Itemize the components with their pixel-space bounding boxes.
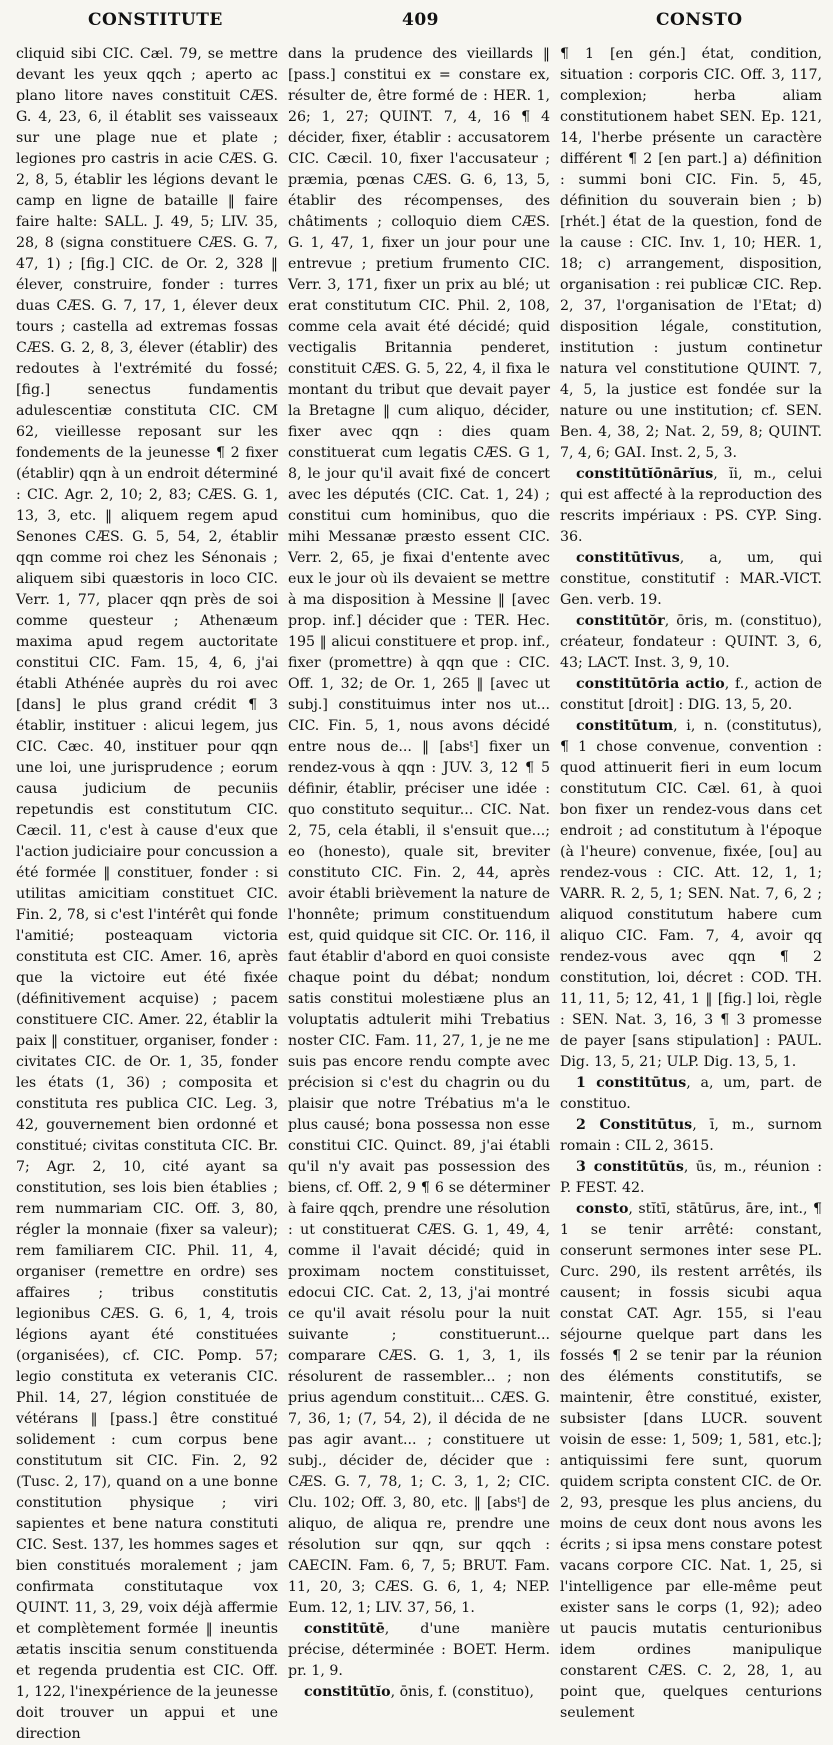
dictionary-entry: constitūtŏr, ōris, m. (constituo), créateur, fondateur : QUINT. 3, 6, 43; LACT. Inst. 3, 9, 10. [560, 613, 822, 671]
column-2 [288, 44, 550, 1700]
dictionary-entry: 3 constitūtŭs, ūs, m., réunion : P. FEST. 42. [560, 1159, 822, 1196]
dictionary-entry: constitūtē, d'une manière précise, déterminée : BOET. Herm. pr. 1, 9. [288, 1621, 550, 1679]
entry-text: dans la prudence des vieillards ‖ [pass.] constitui ex = constare ex, résulter de, être formé de : HER. 1, 26; 1, 27; QUINT. 7, 4, 16 ¶ 4 décider, fixer, établir : accusatorem CIC. Cæcil. 10, fixer l'accusateur ; præmia, pœnas CÆS. G. 6, 13, 5, établir des récompenses, des châtiments ; colloquio diem CÆS. G. 1, 47, 1, fixer un jour pour une entrevue ; pretium frumento CIC. Verr. 3, 171, fixer un prix au blé; ut erat constitutum CIC. Phil. 2, 108, comme cela avait été décidé; quid vectigalis Britannia penderet, constituit CÆS. G. 5, 22, 4, il fixa le montant du tribut que devait payer la Bretagne ‖ cum aliquo, décider, fixer avec qqn : dies quam constituerat cum legatis CÆS. G 1, 8, le jour qu'il avait fixé de concert avec les députés (CIC. Cat. 1, 24) ; constitui cum hominibus, quo die mihi Messanæ præsto essent CIC. Verr. 2, 65, je fixai d'entente avec eux le jour où ils devaient se mettre à ma disposition à Messine ‖ [avec prop. inf.] décider que : TER. Hec. 195 ‖ alicui constituere et prop. inf., fixer (promettre) à qqn que : CIC. Off. 1, 32; de Or. 1, 265 ‖ [avec ut subj.] constituimus inter nos ut... CIC. Fin. 5, 1, nous avons décidé entre nous de... ‖ [absᵗ] fixer un rendez-vous à qqn : JUV. 3, 12 ¶ 5 définir, établir, préciser une idée : quo constituto sequitur... CIC. Nat. 2, 75, cela établi, il s'ensuit que...; eo (honesto), quale sit, breviter constituto CIC. Fin. 2, 44, après avoir établi brièvement la nature de l'honnête; primum constituendum est, quid quidque sit CIC. Or. 116, il faut établir d'abord en quoi consiste chaque point du débat; nondum satis constitui molestiæne plus an voluptatis adtulerit mihi Trebatius noster CIC. Fam. 11, 27, 1, je ne me suis pas encore rendu compte avec précision si c'est du chagrin ou du plaisir que notre Trébatius m'a le plus causé; bona possessa non esse constitui CIC. Quinct. 89, j'ai établi qu'il n'y avait pas possession des biens, cf. Off. 2, 9 ¶ 6 se déterminer à faire qqch, prendre une résolution : ut constituerat CÆS. G. 1, 49, 4, comme il l'avait décidé; quid in proximam noctem constituisset, edocui CIC. Cat. 2, 13, j'ai montré ce qu'il avait résolu pour la nuit suivante ; constituerunt... comparare CÆS. G. 1, 3, 1, ils résolurent de rassembler... ; non prius agendum constituit... CÆS. G. 7, 36, 1; (7, 54, 2), il décida de ne pas agir avant... ; constituere ut subj., décider de, décider que : CÆS. G. 7, 78, 1; C. 3, 1, 2; CIC. Clu. 102; Off. 3, 80, etc. ‖ [absᵗ] de aliquo, de aliqua re, prendre une résolution sur qqn, sur qqch : CAECIN. Fam. 6, 7, 5; BRUT. Fam. 11, 20, 3; CÆS. G. 6, 1, 4; NEP. Eum. 12, 1; LIV. 37, 56, 1. [288, 46, 550, 1616]
column-1 [16, 44, 278, 1742]
page-number: 409 [402, 10, 439, 30]
entry-text: ¶ 1 [en gén.] état, condition, situation : corporis CIC. Off. 3, 117, complexion; herba aliam constitutionem habet SEN. Ep. 121, 14, l'herbe présente un caractère différent ¶ 2 [en part.] a) définition : summi boni CIC. Fin. 5, 45, définition du souverain bien ; b) [rhét.] état de la question, fond de la cause : CIC. Inv. 1, 10; HER. 1, 18; c) arrangement, disposition, organisation : rei publicæ CIC. Rep. 2, 37, l'organisation de l'Etat; d) disposition légale, constitution, institution : justum continetur natura vel constitutione QUINT. 7, 4, 5, la justice est fondée sur la nature ou une institution; cf. SEN. Ben. 4, 38, 2; Nat. 2, 59, 8; QUINT. 7, 4, 6; GAI. Inst. 2, 5, 3. [560, 46, 822, 461]
dictionary-entry: 1 constitūtus, a, um, part. de constituo. [560, 1075, 822, 1112]
headword: 2 Constitūtus [576, 1117, 693, 1133]
headword: constitūtŏr [576, 613, 665, 629]
headword: 1 constitūtus [576, 1075, 687, 1091]
right-running-headword: CONSTO [656, 10, 743, 30]
headword: consto [576, 1201, 629, 1217]
headword: constitūtĭōnārĭus [576, 466, 714, 482]
dictionary-entry: constitūtīvus, a, um, qui constitue, constitutif : MAR.-VICT. Gen. verb. 19. [560, 550, 822, 608]
dictionary-entry: constitūtĭōnārĭus, ĭi, m., celui qui est affecté à la reproduction des rescrits impériaux : PS. CYP. Sing. 36. [560, 466, 822, 545]
dictionary-entry: 2 Constitūtus, ī, m., surnom romain : CIL 2, 3615. [560, 1117, 822, 1154]
dictionary-entry: constitūtum, i, n. (constitutus), ¶ 1 chose convenue, convention : quod attinuerit fieri in eum locum constitutum CIC. Cæl. 61, à quoi bon fixer un rendez-vous dans cet endroit ; ad constitutum à l'époque (à l'heure) convenue, fixée, [ou] au rendez-vous : CIC. Att. 12, 1, 1; VARR. R. 2, 5, 1; SEN. Nat. 7, 6, 2 ; aliquod constitutum habere cum aliquo CIC. Fam. 7, 4, avoir qq rendez-vous avec qqn ¶ 2 constitution, loi, décret : COD. TH. 11, 11, 5; 12, 41, 1 ‖ [fig.] loi, règle : SEN. Nat. 3, 16, 3 ¶ 3 promesse de payer [sans stipulation] : PAUL. Dig. 13, 5, 21; ULP. Dig. 13, 5, 1. [560, 718, 822, 1070]
entry-text: cliquid sibi CIC. Cæl. 79, se mettre devant les yeux qqch ; aperto ac plano litore naves constituit CÆS. G. 4, 23, 6, il établit ses vaisseaux sur une plage nue et plate ; legiones pro castris in acie CÆS. G. 2, 8, 5, établir les légions devant le camp en ligne de bataille ‖ faire faire halte: SALL. J. 49, 5; LIV. 35, 28, 8 (signa constituere CÆS. G. 7, 47, 1) ; [fig.] CIC. de Or. 2, 328 ‖ élever, construire, fonder : turres duas CÆS. G. 7, 17, 1, élever deux tours ; castella ad extremas fossas CÆS. G. 2, 8, 3, élever (établir) des redoutes à l'extrémité du fossé; [fig.] senectus fundamentis adulescentiæ constituta CIC. CM 62, vieillesse reposant sur les fondements de la jeunesse ¶ 2 fixer (établir) qqn à un endroit déterminé : CIC. Agr. 2, 10; 2, 83; CÆS. G. 1, 13, 3, etc. ‖ aliquem regem apud Senones CÆS. G. 5, 54, 2, établir qqn comme roi chez les Sénonais ; aliquem sibi quæstoris in loco CIC. Verr. 1, 77, placer qqn près de soi comme questeur ; Athenæum maxima apud regem auctoritate constitui CIC. Fam. 15, 4, 6, j'ai établi Athénée auprès du roi avec [dans] le plus grand crédit ¶ 3 établir, instituer : alicui legem, jus CIC. Cæc. 40, instituer pour qqn une loi, une jurisprudence ; eorum causa judicium de pecuniis repetundis est constitutum CIC. Cæcil. 11, c'est à cause d'eux que l'action judiciaire pour concussion a été formée ‖ constituer, fonder : si utilitas amicitiam constituet CIC. Fin. 2, 78, si c'est l'intérêt qui fonde l'amitié; posteaquam victoria constituta est CIC. Amer. 16, après que la victoire eut été fixée (définitivement acquise) ; pacem constituere CIC. Amer. 22, établir la paix ‖ constituer, organiser, fonder : civitates CIC. de Or. 1, 35, fonder les états (1, 36) ; composita et constituta res publica CIC. Leg. 3, 42, gouvernement bien ordonné et constitué; civitas constituta CIC. Br. 7; Agr. 2, 10, cité ayant sa constitution, ses lois bien établies ; rem nummariam CIC. Off. 3, 80, régler la monnaie (fixer sa valeur); rem familiarem CIC. Phil. 11, 4, organiser (remettre en ordre) ses affaires ; tribus constitutis legionibus CÆS. G. 6, 1, 4, trois légions ayant été constituées (organisées), cf. CIC. Pomp. 57; legio constituta ex veteranis CIC. Phil. 14, 27, légion constituée de vétérans ‖ [pass.] être constitué solidement : cum corpus bene constitutum sit CIC. Fin. 2, 92 (Tusc. 2, 17), quand on a une bonne constitution physique ; viri sapientes et bene natura constituti CIC. Sest. 137, les hommes sages et bien constitués moralement ; jam confirmata constitutaque vox QUINT. 11, 3, 29, voix déjà affermie et complètement formée ‖ ineuntis ætatis inscitia senum constituenda et regenda prudentia est CIC. Off. 1, 122, l'inexpérience de la jeunesse doit trouver un appui et une direction [16, 46, 278, 1742]
headword: constitūtīvus [576, 550, 680, 566]
dictionary-entry: constitūtōria actio, f., action de constitut [droit] : DIG. 13, 5, 20. [560, 676, 822, 713]
dictionary-entry: constitūtĭo, ōnis, f. (constituo), [304, 1684, 535, 1700]
page-header [0, 0, 833, 44]
headword: constitūtōria actio [576, 676, 725, 692]
headword: constitūtum [576, 718, 674, 734]
headword: 3 constitūtŭs [576, 1159, 684, 1175]
headword: constitūtĭo [304, 1684, 391, 1700]
dictionary-entry: consto, stĭtī, stātūrus, āre, int., ¶ 1 se tenir arrêté: constant, conserunt sermones inter sese PL. Curc. 290, ils restent arrêtés, ils causent; in fossis sicubi aqua constat CAT. Agr. 155, si l'eau séjourne quelque part dans les fossés ¶ 2 se tenir par la réunion des éléments constitutifs, se maintenir, être constitué, exister, subsister [dans LUCR. souvent voisin de esse: 1, 509; 1, 581, etc.]; antiquissimi fere sunt, quorum quidem scripta constent CIC. de Or. 2, 93, presque les plus anciens, du moins de ceux dont nous avons les écrits ; si ipsa mens constare potest vacans corpore CIC. Nat. 1, 25, si l'intelligence par elle-même peut exister sans le corps (1, 92); adeo ut paucis mutatis centurionibus idem ordines manipulique constarent CÆS. C. 2, 28, 1, au point que, quelques centurions seulement [560, 1201, 822, 1721]
headword: constitūtē [304, 1621, 385, 1637]
column-3 [560, 44, 822, 1721]
left-running-headword: CONSTITUTE [88, 10, 223, 30]
